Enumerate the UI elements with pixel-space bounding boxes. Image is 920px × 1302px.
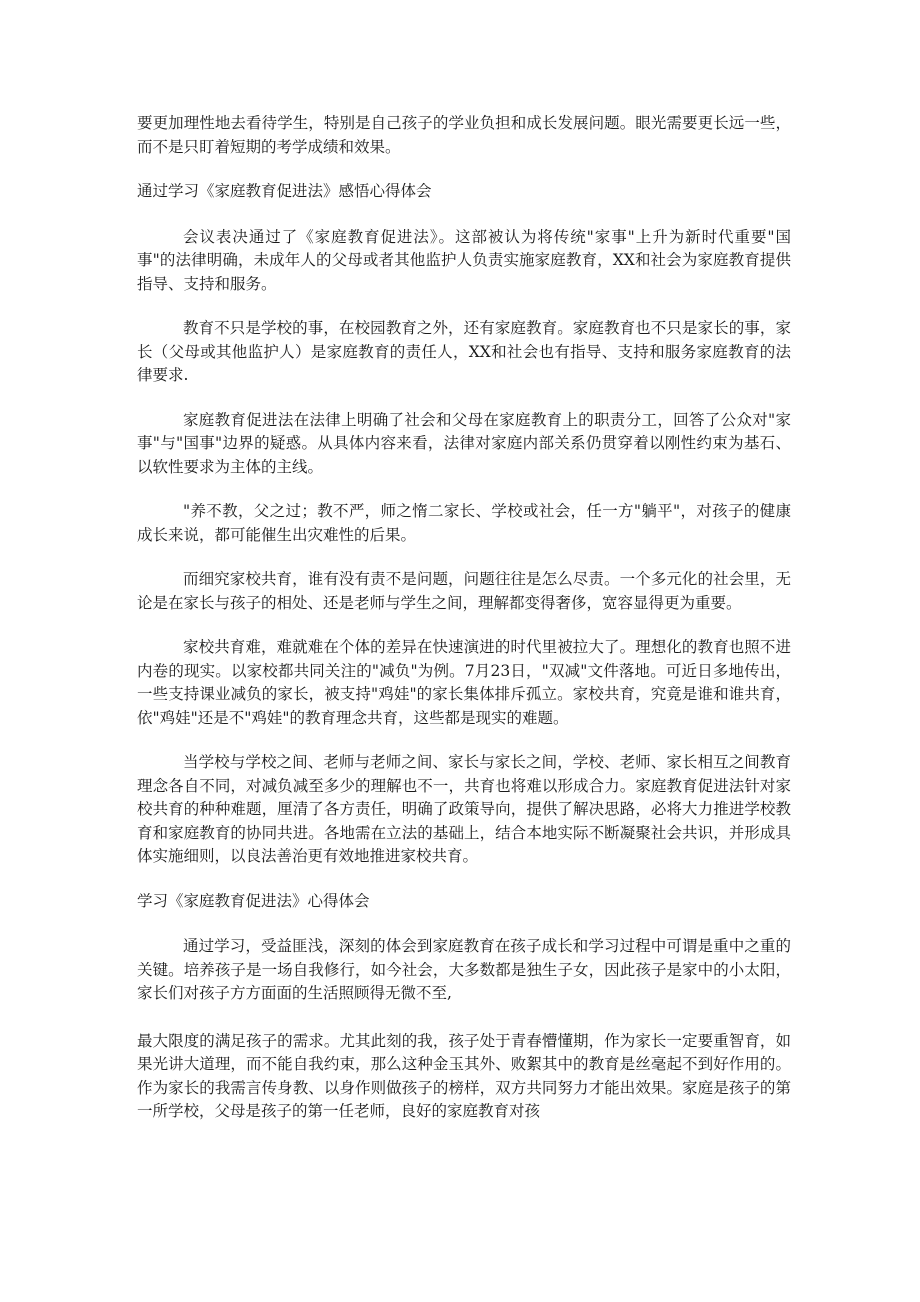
paragraph-continuation: 要更加理性地去看待学生，特别是自己孩子的学业负担和成长发展问题。眼光需要更长远一些，而不是只盯着短期的考学成绩和效果。 [137,114,791,156]
paragraph: 教育不只是学校的事，在校园教育之外，还有家庭教育。家庭教育也不只是家长的事，家长（父母或其他监护人）是家庭教育的责任人，XX和社会也有指导、支持和服务家庭教育的法律要求. [137,319,791,384]
section-heading-2: 学习《家庭教育促进法》心得体会 [137,891,370,910]
paragraph-continued: 最大限度的满足孩子的需求。尤其此刻的我，孩子处于青春懵懂期，作为家长一定要重智育，如果光讲大道理，而不能自我约束，那么这种金玉其外、败絮其中的教育是丝毫起不到好作用的。作为家长的我需言传身教、以身作则做孩子的榜样，双方共同努力才能出效果。家庭是孩子的第一所学校，父母是孩子的第一任老师，良好的家庭教育对孩 [137,1031,791,1120]
paragraph: "养不教，父之过；教不严，师之惰二家长、学校或社会，任一方"躺平"，对孩子的健康成长来说，都可能催生出灾难性的后果。 [137,502,791,544]
section-heading-1: 通过学习《家庭教育促进法》感悟心得体会 [137,182,432,200]
paragraph: 通过学习，受益匪浅，深刻的体会到家庭教育在孩子成长和学习过程中可谓是重中之重的关键。培养孩子是一场自我修行，如今社会，大多数都是独生子女，因此孩子是家中的小太阳，家长们对孩子方方面面的生活照顾得无微不至, [137,937,791,1002]
paragraph: 当学校与学校之间、老师与老师之间、家长与家长之间，学校、老师、家长相互之间教育理念各自不同，对减负减至多少的理解也不一，共育也将难以形成合力。家庭教育促进法针对家校共育的种种难题，厘清了各方责任，明确了政策导向，提供了解决思路，必将大力推进学校教育和家庭教育的协同共进。各地需在立法的基础上，结合本地实际不断凝聚社会共识，并形成具体实施细则，以良法善治更有效地推进家校共育。 [137,753,791,865]
paragraph: 家校共育难，难就难在个体的差异在快速演进的时代里被拉大了。理想化的教育也照不进内卷的现实。以家校都共同关注的"减负"为例。7月23日，"双减"文件落地。可近日多地传出，一些支持课业减负的家长，被支持"鸡娃"的家长集体排斥孤立。家校共育，究竟是谁和谁共育，依"鸡娃"还是不"鸡娃"的教育理念共育，这些都是现实的难题。 [137,638,791,727]
document-body [137,112,791,1124]
paragraph: 家庭教育促进法在法律上明确了社会和父母在家庭教育上的职责分工，回答了公众对"家事"与"国事"边界的疑惑。从具体内容来看，法律对家庭内部关系仍贯穿着以刚性约束为基石、以软性要求为主体的主线。 [137,410,791,476]
paragraph: 而细究家校共育，谁有没有责不是问题，问题往往是怎么尽责。一个多元化的社会里，无论是在家长与孩子的相处、还是老师与学生之间，理解都变得奢侈，宽容显得更为重要。 [137,570,791,612]
paragraph: 会议表决通过了《家庭教育促进法》。这部被认为将传统"家事"上升为新时代重要"国事"的法律明确，未成年人的父母或者其他监护人负责实施家庭教育，XX和社会为家庭教育提供指导、支持和服务。 [137,227,791,293]
